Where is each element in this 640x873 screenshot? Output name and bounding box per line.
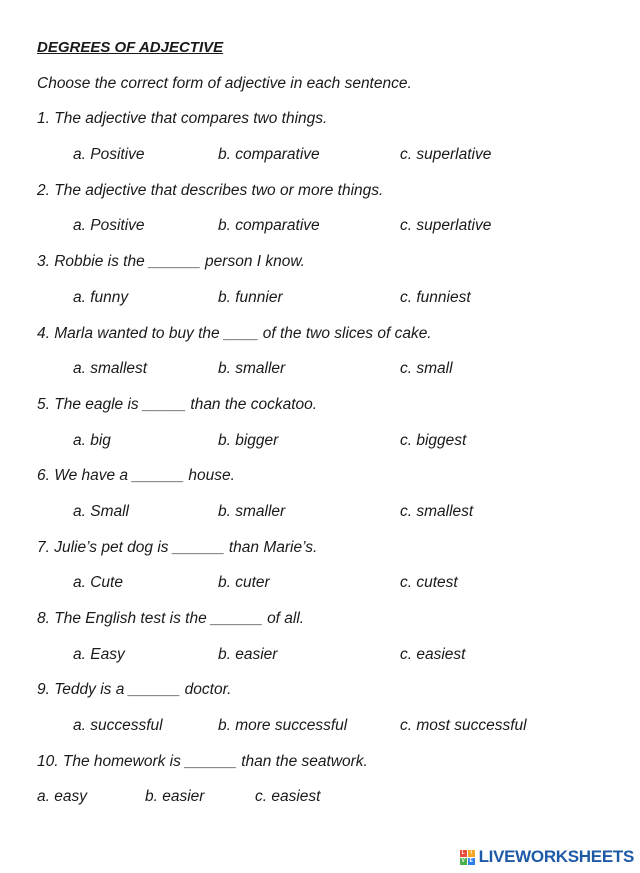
answer-option[interactable]: a. funny — [73, 288, 129, 306]
answer-option[interactable]: a. Small — [73, 502, 129, 520]
answer-option[interactable]: a. Easy — [73, 645, 125, 663]
worksheet — [37, 30, 640, 815]
answer-option[interactable]: c. superlative — [400, 146, 492, 164]
question-text: 2. The adjective that describes two or more things. — [37, 181, 384, 199]
answer-option[interactable]: b. funnier — [218, 288, 283, 306]
logo-mark-icon — [460, 850, 475, 865]
answer-option[interactable]: c. small — [400, 360, 453, 378]
answer-option[interactable]: a. Positive — [73, 217, 145, 235]
answer-options — [37, 779, 640, 815]
answer-option[interactable]: a. successful — [73, 717, 163, 735]
question-text: 7. Julie’s pet dog is ______ than Marie’s. — [37, 538, 318, 556]
answer-options — [37, 351, 640, 387]
answer-option[interactable]: a. easy — [37, 788, 87, 806]
logo-mark-tile: I — [468, 850, 475, 857]
instruction: Choose the correct form of adjective in each sentence. — [37, 74, 412, 92]
logo-mark-tile: L — [460, 850, 467, 857]
answer-option[interactable]: c. easiest — [255, 788, 321, 806]
answer-options — [37, 494, 640, 530]
answer-options — [37, 208, 640, 244]
answer-option[interactable]: b. more successful — [218, 717, 348, 735]
answer-option[interactable]: c. superlative — [400, 217, 492, 235]
question-text: 9. Teddy is a ______ doctor. — [37, 681, 232, 699]
question-text: 5. The eagle is _____ than the cockatoo. — [37, 395, 318, 413]
answer-options — [37, 565, 640, 601]
answer-option[interactable]: a. Cute — [73, 574, 123, 592]
answer-option[interactable]: c. easiest — [400, 645, 466, 663]
question-list — [37, 101, 640, 815]
logo-mark-tile: V — [461, 857, 465, 864]
question-text: 8. The English test is the ______ of all. — [37, 610, 305, 627]
question-text: 6. We have a ______ house. — [37, 467, 235, 485]
answer-option[interactable]: a. Positive — [73, 146, 145, 164]
answer-option[interactable]: b. comparative — [218, 146, 320, 164]
answer-option[interactable]: b. easier — [218, 645, 278, 663]
answer-options — [37, 423, 640, 459]
answer-option[interactable]: b. comparative — [218, 217, 320, 235]
answer-option[interactable]: c. cutest — [400, 574, 458, 592]
answer-option[interactable]: a. big — [73, 431, 111, 449]
answer-option[interactable]: b. smaller — [218, 502, 286, 520]
liveworksheets-logo — [460, 847, 634, 867]
answer-options — [37, 637, 640, 673]
answer-option[interactable]: b. easier — [145, 788, 205, 806]
answer-options — [37, 137, 640, 173]
logo-mark-tile: E — [469, 857, 473, 864]
answer-options — [37, 280, 640, 316]
answer-option[interactable]: c. biggest — [400, 431, 467, 449]
answer-option[interactable]: b. cuter — [218, 574, 270, 592]
question-text: 10. The homework is ______ than the seatwork. — [37, 752, 368, 770]
answer-options — [37, 708, 640, 744]
answer-option[interactable]: c. smallest — [400, 502, 474, 520]
logo-text: LIVEWORKSHEETS — [478, 847, 634, 866]
answer-option[interactable]: c. most successful — [400, 717, 527, 735]
question-text: 4. Marla wanted to buy the ____ of the two slices of cake. — [37, 324, 432, 342]
question-text: 1. The adjective that compares two things. — [37, 110, 328, 128]
answer-option[interactable]: c. funniest — [400, 288, 471, 306]
worksheet-title: DEGREES OF ADJECTIVE — [37, 39, 224, 56]
answer-option[interactable]: b. smaller — [218, 360, 286, 378]
answer-option[interactable]: a. smallest — [73, 360, 148, 378]
answer-option[interactable]: b. bigger — [218, 431, 279, 449]
question-text: 3. Robbie is the ______ person I know. — [37, 253, 305, 271]
